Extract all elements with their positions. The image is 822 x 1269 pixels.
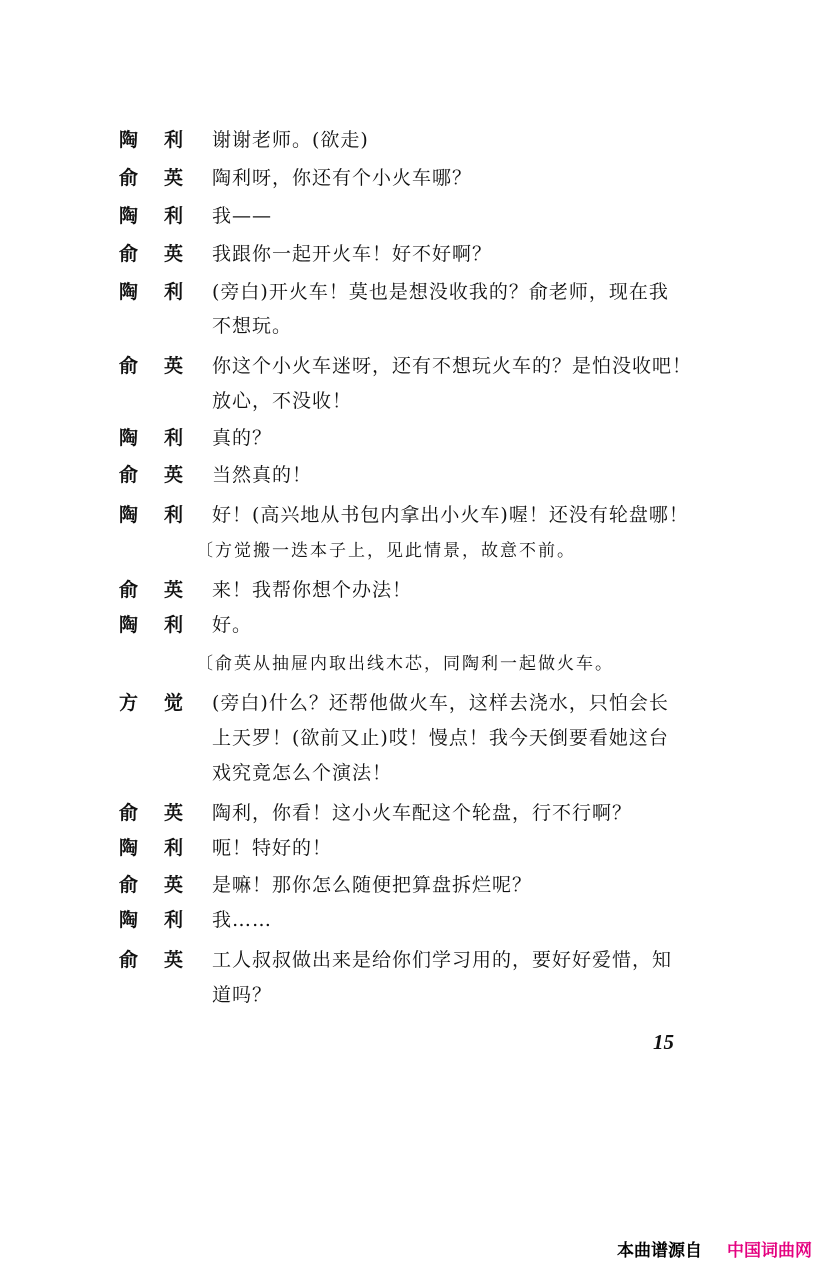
stage-direction-line	[0, 536, 822, 566]
speaker-name-char-2: 英	[164, 802, 184, 824]
dialog-text: (旁白)什么？还帮他做火车，这样去浇水，只怕会长	[212, 692, 669, 714]
speaker-name-char-1: 陶	[119, 909, 139, 931]
dialog-line	[0, 575, 822, 605]
site-name-link[interactable]: 中国词曲网	[727, 1241, 812, 1261]
dialog-text: 不想玩。	[212, 315, 293, 337]
dialog-text: 陶利，你看！这小火车配这个轮盘，行不行啊？	[212, 802, 633, 824]
dialog-text: 我——	[212, 205, 273, 227]
dialog-text: 上天罗！(欲前又止)哎！慢点！我今天倒要看她这台	[212, 727, 669, 749]
speaker-name-char-2: 利	[164, 205, 184, 227]
dialog-text: 好！(高兴地从书包内拿出小火车)喔！还没有轮盘哪！	[212, 504, 689, 526]
dialog-continuation-line	[0, 758, 822, 788]
dialog-text: 戏究竟怎么个演法！	[212, 762, 393, 784]
speaker-name-char-1: 陶	[119, 281, 139, 303]
speaker-name-char-1: 俞	[119, 579, 139, 601]
dialog-line	[0, 500, 822, 530]
speaker-name-char-2: 利	[164, 837, 184, 859]
dialog-line	[0, 870, 822, 900]
speaker-name-char-2: 英	[164, 579, 184, 601]
dialog-continuation-line	[0, 386, 822, 416]
dialog-continuation-line	[0, 311, 822, 341]
dialog-line	[0, 277, 822, 307]
dialog-text: 好。	[212, 614, 253, 636]
dialog-text: 陶利呀，你还有个小火车哪？	[212, 167, 473, 189]
speaker-name-char-1: 俞	[119, 802, 139, 824]
speaker-name-char-2: 利	[164, 909, 184, 931]
stage-direction-text: 〔方觉搬一迭本子上，见此情景，故意不前。	[196, 541, 576, 561]
source-label: 本曲谱源自	[617, 1241, 702, 1261]
dialog-text: 真的？	[212, 427, 273, 449]
dialog-text: 道吗？	[212, 984, 273, 1006]
speaker-name-char-2: 利	[164, 614, 184, 636]
speaker-name-char-1: 陶	[119, 129, 139, 151]
dialog-line	[0, 163, 822, 193]
dialog-text: 来！我帮你想个办法！	[212, 579, 413, 601]
speaker-name-char-1: 陶	[119, 504, 139, 526]
dialog-line	[0, 423, 822, 453]
speaker-name-char-1: 俞	[119, 355, 139, 377]
speaker-name-char-1: 陶	[119, 614, 139, 636]
speaker-name-char-2: 英	[164, 949, 184, 971]
dialog-text: 当然真的！	[212, 464, 313, 486]
speaker-name-char-2: 觉	[164, 692, 184, 714]
stage-direction-line	[0, 649, 822, 679]
dialog-continuation-line	[0, 723, 822, 753]
stage-direction-text: 〔俞英从抽屉内取出线木芯，同陶利一起做火车。	[196, 654, 614, 674]
speaker-name-char-2: 英	[164, 243, 184, 265]
dialog-text: 我……	[212, 909, 273, 931]
dialog-text: (旁白)开火车！莫也是想没收我的？俞老师，现在我	[212, 281, 669, 303]
dialog-continuation-line	[0, 980, 822, 1010]
dialog-line	[0, 688, 822, 718]
speaker-name-char-2: 英	[164, 874, 184, 896]
dialog-text: 你这个小火车迷呀，还有不想玩火车的？是怕没收吧！	[212, 355, 693, 377]
dialog-text: 工人叔叔做出来是给你们学习用的，要好好爱惜，知	[212, 949, 673, 971]
dialog-line	[0, 905, 822, 935]
speaker-name-char-2: 英	[164, 167, 184, 189]
dialog-line	[0, 610, 822, 640]
speaker-name-char-1: 方	[119, 692, 139, 714]
speaker-name-char-1: 陶	[119, 837, 139, 859]
speaker-name-char-1: 俞	[119, 949, 139, 971]
speaker-name-char-1: 俞	[119, 874, 139, 896]
dialog-line	[0, 833, 822, 863]
speaker-name-char-1: 陶	[119, 205, 139, 227]
dialog-text: 放心，不没收！	[212, 390, 353, 412]
page-number: 15	[653, 1030, 674, 1054]
dialog-line	[0, 798, 822, 828]
speaker-name-char-1: 俞	[119, 167, 139, 189]
dialog-text: 我跟你一起开火车！好不好啊？	[212, 243, 493, 265]
dialog-line	[0, 460, 822, 490]
speaker-name-char-1: 陶	[119, 427, 139, 449]
dialog-line	[0, 201, 822, 231]
speaker-name-char-2: 英	[164, 355, 184, 377]
speaker-name-char-1: 俞	[119, 464, 139, 486]
speaker-name-char-1: 俞	[119, 243, 139, 265]
speaker-name-char-2: 利	[164, 427, 184, 449]
dialog-text: 呃！特好的！	[212, 837, 333, 859]
dialog-line	[0, 125, 822, 155]
dialog-line	[0, 945, 822, 975]
speaker-name-char-2: 利	[164, 281, 184, 303]
dialog-text: 谢谢老师。(欲走)	[212, 129, 369, 151]
dialog-text: 是嘛！那你怎么随便把算盘拆烂呢？	[212, 874, 533, 896]
speaker-name-char-2: 利	[164, 129, 184, 151]
speaker-name-char-2: 利	[164, 504, 184, 526]
speaker-name-char-2: 英	[164, 464, 184, 486]
dialog-line	[0, 239, 822, 269]
dialog-line	[0, 351, 822, 381]
